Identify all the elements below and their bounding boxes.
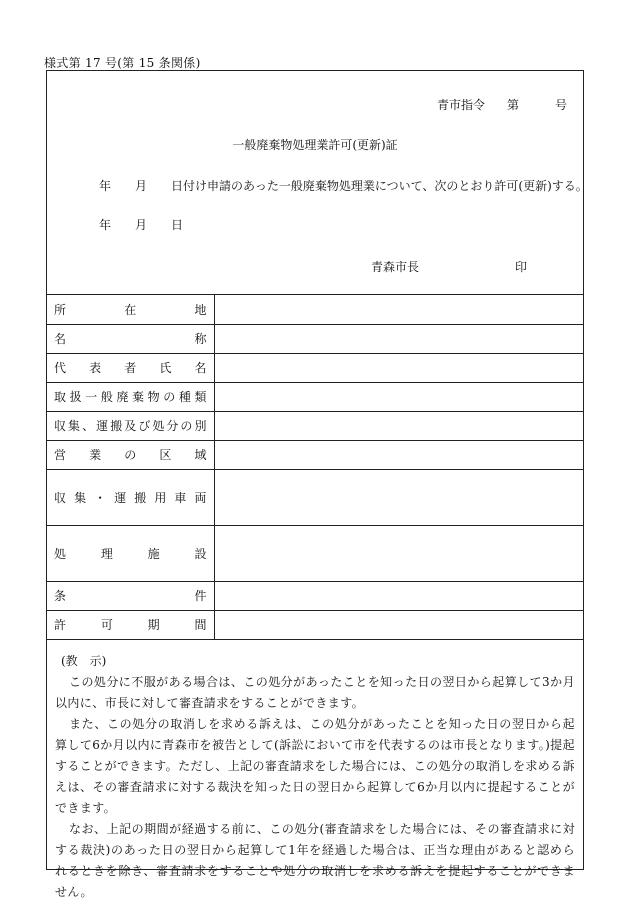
label-char: 間 xyxy=(194,618,207,632)
issue-go: 号 xyxy=(554,98,567,112)
label-char: び xyxy=(138,419,151,433)
label-char: 用 xyxy=(154,490,167,505)
date-day: 日 xyxy=(171,218,184,232)
label-char: の xyxy=(180,419,193,433)
certificate-body xyxy=(99,177,588,194)
issuer xyxy=(371,258,527,275)
field-row-vehicles xyxy=(47,469,583,525)
label-char: 営 xyxy=(54,448,67,462)
label-char: 許 xyxy=(54,618,67,632)
label-char: 扱 xyxy=(69,390,82,404)
label-char: 一 xyxy=(85,390,98,404)
label-char: 収 xyxy=(54,490,67,505)
field-label-text xyxy=(54,446,207,463)
date-year: 年 xyxy=(99,218,112,232)
field-value-service-area[interactable] xyxy=(214,440,583,469)
issue-number xyxy=(437,96,567,113)
field-value-representative[interactable] xyxy=(214,353,583,382)
permit-fields-table xyxy=(47,295,583,640)
field-row-service-area xyxy=(47,440,583,469)
field-label-text xyxy=(54,587,207,604)
label-char: 集 xyxy=(68,419,81,433)
field-label-text xyxy=(54,545,207,562)
label-char: 分 xyxy=(166,419,179,433)
label-char: 業 xyxy=(89,448,102,462)
label-char: 区 xyxy=(159,448,172,462)
label-char: 取 xyxy=(54,390,67,404)
field-row-name xyxy=(47,324,583,353)
label-char: ・ xyxy=(94,490,107,505)
field-row-location xyxy=(47,295,583,324)
label-char: 氏 xyxy=(159,361,172,375)
issue-office: 青市指令 xyxy=(436,98,485,112)
field-row-facility xyxy=(47,525,583,581)
label-char: 物 xyxy=(147,390,160,404)
field-value-location[interactable] xyxy=(214,295,583,324)
field-label xyxy=(47,382,214,411)
field-row-conditions xyxy=(47,581,583,610)
certificate-header xyxy=(47,71,588,295)
label-char: 域 xyxy=(194,448,207,462)
label-char: 条 xyxy=(54,589,67,603)
label-char: 理 xyxy=(100,546,113,561)
label-char: 類 xyxy=(194,390,207,404)
issuer-name: 青森市長 xyxy=(371,260,420,274)
field-value-conditions[interactable] xyxy=(214,581,583,610)
label-char: 搬 xyxy=(134,490,147,505)
label-char: 処 xyxy=(54,546,67,561)
label-char: 表 xyxy=(89,361,102,375)
label-char: 別 xyxy=(194,419,207,433)
label-char: 所 xyxy=(54,302,67,317)
field-label-text xyxy=(54,301,207,318)
label-char: 称 xyxy=(194,332,207,346)
label-char: 地 xyxy=(194,302,207,317)
label-char: 車 xyxy=(174,490,187,505)
field-row-business-type xyxy=(47,411,583,440)
body-year: 年 xyxy=(99,179,112,193)
field-label-text xyxy=(54,330,207,347)
field-label xyxy=(47,610,214,639)
notice-paragraph: なお、上記の期間が経過する前に、この処分(審査請求をした場合には、その審査請求に対する裁決)のあった日の翌日から起算して1年を経過した場合は、正当な理由があると認められるときを除き、審査請求をすることや処分の取消しを求める訴えを提起することができません。 xyxy=(55,822,575,899)
label-char: 搬 xyxy=(110,419,123,433)
certificate-date xyxy=(99,216,183,233)
form-number: 様式第 17 号(第 15 条関係) xyxy=(44,56,201,70)
label-char: の xyxy=(124,448,137,462)
label-char: 、 xyxy=(82,419,95,433)
label-char: 般 xyxy=(100,390,113,404)
field-row-period xyxy=(47,610,583,639)
label-char: 棄 xyxy=(132,390,145,404)
label-char: 運 xyxy=(96,419,109,433)
permit-certificate-form xyxy=(46,70,588,899)
notice-paragraph: また、この処分の取消しを求める訴えは、この処分があったことを知った日の翌日から起算して6か月以内に青森市を被告として(訴訟において市を代表するのは市長となります。)提起することができます。ただし、上記の審査請求をした場合には、この処分の取消しを求める訴えは、その審査請求に対する裁決を知った日の翌日から起算して6か月以内に提起することができます。 xyxy=(55,717,575,815)
label-char: 種 xyxy=(178,390,191,404)
field-row-representative xyxy=(47,353,583,382)
label-char: の xyxy=(163,390,176,404)
label-char: 施 xyxy=(147,546,160,561)
field-label xyxy=(47,440,214,469)
field-label xyxy=(47,525,214,581)
date-month: 月 xyxy=(135,218,148,232)
label-char: 設 xyxy=(194,546,207,561)
field-label xyxy=(47,581,214,610)
label-char: 件 xyxy=(194,589,207,603)
label-char: 両 xyxy=(194,490,207,505)
label-char: 名 xyxy=(194,361,207,375)
label-char: 集 xyxy=(74,490,87,505)
field-label-text xyxy=(54,359,207,376)
field-label xyxy=(47,324,214,353)
label-char: 及 xyxy=(124,419,137,433)
field-row-waste-type xyxy=(47,382,583,411)
field-value-waste-type[interactable] xyxy=(214,382,583,411)
label-char: 可 xyxy=(100,618,113,632)
field-label xyxy=(47,469,214,525)
seal-mark: 印 xyxy=(515,260,528,274)
field-value-vehicles[interactable] xyxy=(214,469,583,525)
label-char: 処 xyxy=(152,419,165,433)
issue-dai: 第 xyxy=(506,98,519,112)
notice-heading: (教 示) xyxy=(61,654,107,668)
field-label xyxy=(47,411,214,440)
label-char: 在 xyxy=(124,302,137,317)
field-value-period[interactable] xyxy=(214,610,583,639)
notice-paragraph: この処分に不服がある場合は、この処分があったことを知った日の翌日から起算して3か月以内に、市長に対して審査請求をすることができます。 xyxy=(55,675,575,710)
label-char: 収 xyxy=(54,419,67,433)
field-value-facility[interactable] xyxy=(214,525,583,581)
field-value-name[interactable] xyxy=(214,324,583,353)
field-label xyxy=(47,353,214,382)
field-value-business-type[interactable] xyxy=(214,411,583,440)
label-char: 名 xyxy=(54,332,67,346)
label-char: 廃 xyxy=(116,390,129,404)
label-char: 者 xyxy=(124,361,137,375)
label-char: 期 xyxy=(147,618,160,632)
body-month: 月 xyxy=(135,179,148,193)
field-label xyxy=(47,295,214,324)
legal-notice xyxy=(47,643,583,903)
label-char: 運 xyxy=(114,490,127,505)
field-label-text xyxy=(54,417,207,434)
field-label-text xyxy=(54,489,207,506)
body-text: 日付け申請のあった一般廃棄物処理業について、次のとおり許可(更新)する。 xyxy=(171,179,588,193)
field-label-text xyxy=(54,616,207,633)
field-label-text xyxy=(54,388,207,405)
label-char: 代 xyxy=(54,361,67,375)
certificate-title: 一般廃棄物処理業許可(更新)証 xyxy=(232,138,398,152)
